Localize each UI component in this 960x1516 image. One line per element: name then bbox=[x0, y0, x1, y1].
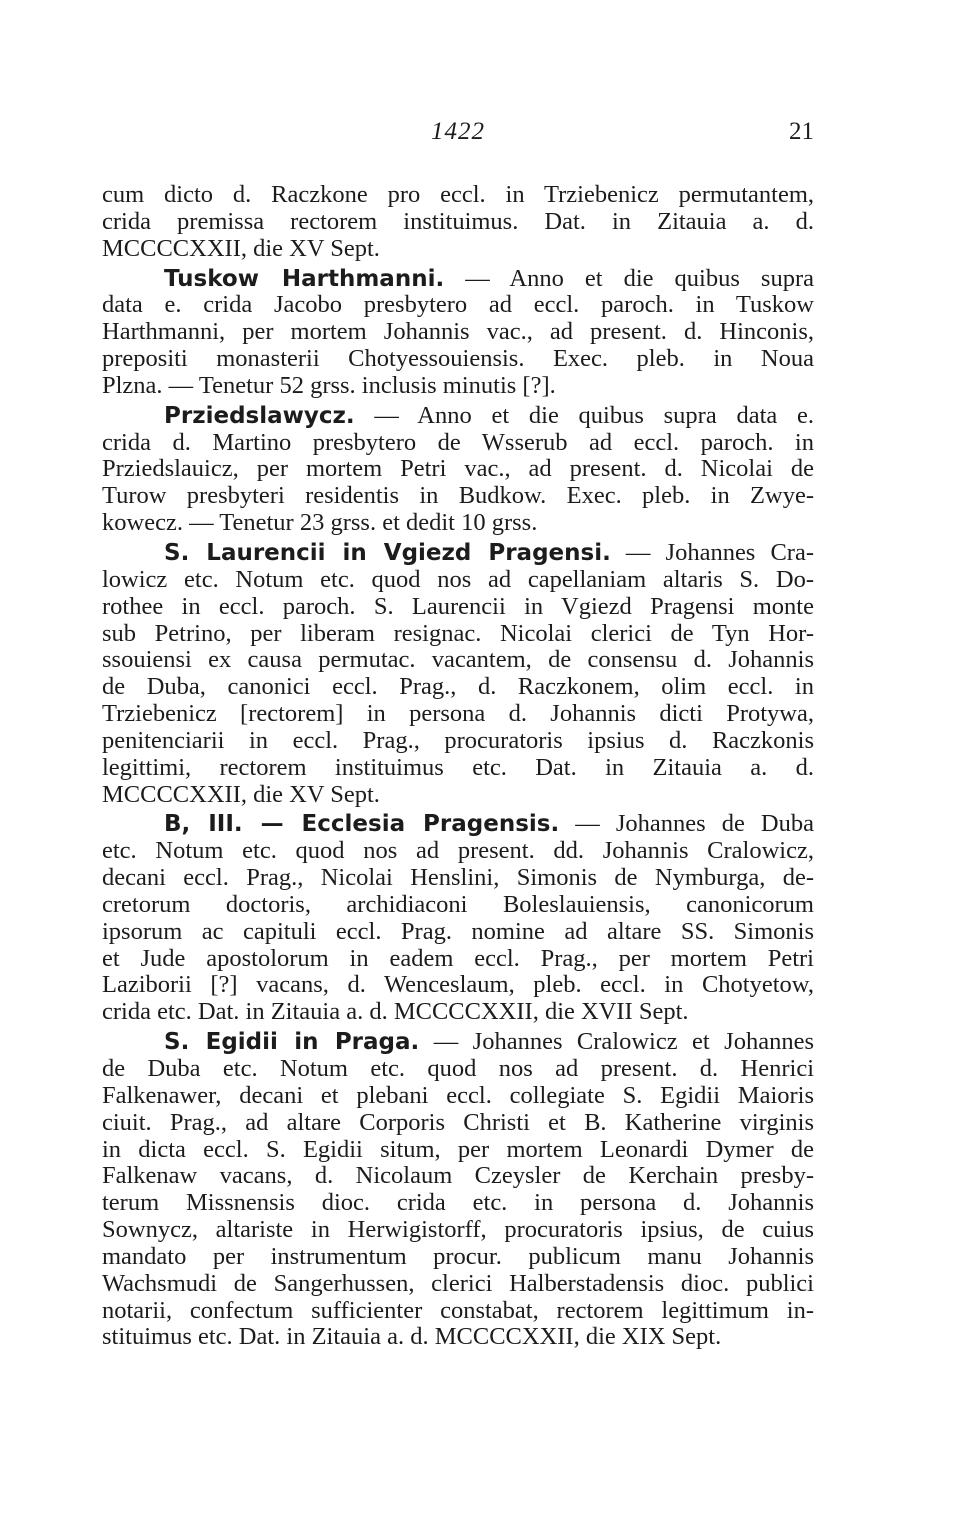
line-text: etc. Notum etc. quod nos ad present. dd. Johannis Cralowicz, bbox=[102, 837, 814, 865]
text-line bbox=[102, 1298, 814, 1325]
entry-heading: Tuskow Harthmanni. bbox=[164, 265, 445, 292]
entry-heading: S. Laurencii in Vgiezd Pragensi. bbox=[164, 539, 611, 566]
text-line bbox=[102, 782, 814, 809]
text-line bbox=[102, 594, 814, 621]
entry-heading: B, III. — Ecclesia Pragensis. bbox=[164, 811, 560, 838]
text-line bbox=[102, 1110, 814, 1137]
text-line bbox=[102, 1056, 814, 1083]
text-line bbox=[102, 1163, 814, 1190]
line-text: in dicta eccl. S. Egidii situm, per mortem Leonardi Dymer de bbox=[102, 1135, 814, 1163]
text-line bbox=[102, 483, 814, 510]
entry-paragraph bbox=[102, 266, 814, 400]
entry-heading: Prziedslawycz. bbox=[164, 402, 355, 429]
line-text: legittimi, rectorem instituimus etc. Dat. in Zitauia a. d. bbox=[102, 753, 814, 781]
line-text: Falkenaw vacans, d. Nicolaum Czeysler de Kerchain presby- bbox=[102, 1162, 814, 1190]
entry-paragraph bbox=[102, 182, 814, 263]
text-line bbox=[102, 430, 814, 457]
line-text: crida etc. Dat. in Zitauia a. d. MCCCCXXII, die XVII Sept. bbox=[102, 998, 689, 1026]
line-text: MCCCCXXII, die XV Sept. bbox=[102, 234, 380, 262]
entry-heading: S. Egidii in Praga. bbox=[164, 1029, 420, 1056]
text-line bbox=[102, 1244, 814, 1271]
line-text: ipsorum ac capituli eccl. Prag. nomine ad altare SS. Simonis bbox=[102, 917, 814, 945]
line-text: Prziedslauicz, per mortem Petri vac., ad present. d. Nicolai de bbox=[102, 455, 814, 483]
line-text: ciuit. Prag., ad altare Corporis Christi et B. Katherine virginis bbox=[102, 1108, 814, 1136]
text-line bbox=[102, 701, 814, 728]
line-text: Laziborii [?] vacans, d. Wenceslaum, pleb. eccl. in Chotyetow, bbox=[102, 971, 814, 999]
line-text: rothee in eccl. paroch. S. Laurencii in Vgiezd Pragensi monte bbox=[102, 592, 814, 620]
text-line bbox=[102, 373, 814, 400]
line-text: crida premissa rectorem instituimus. Dat. in Zitauia a. d. bbox=[102, 207, 814, 235]
line-text: — Johannes de Duba bbox=[559, 810, 814, 838]
text-line bbox=[102, 292, 814, 319]
text-line bbox=[102, 674, 814, 701]
text-line bbox=[102, 647, 814, 674]
text-line bbox=[102, 209, 814, 236]
text-line bbox=[102, 1324, 814, 1351]
text-line bbox=[102, 319, 814, 346]
line-text: Trziebenicz [rectorem] in persona d. Johannis dicti Protywa, bbox=[102, 700, 814, 728]
text-line bbox=[102, 919, 814, 946]
line-text: Sownycz, altariste in Herwigistorff, procuratoris ipsius, de cuius bbox=[102, 1216, 814, 1244]
line-text: — Anno et die quibus supra data e. bbox=[354, 401, 814, 429]
text-line bbox=[102, 1190, 814, 1217]
line-text: crida d. Martino presbytero de Wsserub ad eccl. paroch. in bbox=[102, 428, 814, 456]
running-head-year: 1422 bbox=[431, 118, 485, 145]
line-text: Plzna. — Tenetur 52 grss. inclusis minutis [?]. bbox=[102, 371, 556, 399]
text-line bbox=[102, 567, 814, 594]
page-number: 21 bbox=[789, 118, 814, 145]
text-line bbox=[102, 728, 814, 755]
line-text: de Duba, canonici eccl. Prag., d. Raczkonem, olim eccl. in bbox=[102, 673, 814, 701]
line-text: notarii, confectum sufficienter constabat, rectorem legittimum in- bbox=[102, 1296, 814, 1324]
line-text: cretorum doctoris, archidiaconi Boleslauiensis, canonicorum bbox=[102, 890, 814, 918]
text-line bbox=[102, 621, 814, 648]
text-line bbox=[102, 946, 814, 973]
entry-paragraph bbox=[102, 540, 814, 808]
text-line bbox=[102, 838, 814, 865]
line-text: — Anno et die quibus supra bbox=[444, 264, 814, 292]
line-text: Falkenawer, decani et plebani eccl. collegiate S. Egidii Maioris bbox=[102, 1081, 814, 1109]
text-line bbox=[102, 1137, 814, 1164]
line-text: — Johannes Cralowicz et Johannes bbox=[419, 1028, 814, 1056]
text-line bbox=[102, 1217, 814, 1244]
text-line bbox=[102, 892, 814, 919]
line-text: et Jude apostolorum in eadem eccl. Prag., per mortem Petri bbox=[102, 944, 814, 972]
line-text: Wachsmudi de Sangerhussen, clerici Halberstadensis dioc. publici bbox=[102, 1269, 814, 1297]
text-line bbox=[102, 346, 814, 373]
text-line bbox=[102, 999, 814, 1026]
line-text: data e. crida Jacobo presbytero ad eccl. paroch. in Tuskow bbox=[102, 291, 814, 319]
text-line bbox=[102, 755, 814, 782]
text-line bbox=[102, 1083, 814, 1110]
text-line bbox=[102, 1029, 814, 1056]
line-text: Turow presbyteri residentis in Budkow. Exec. pleb. in Zwye- bbox=[102, 482, 814, 510]
line-text: Harthmanni, per mortem Johannis vac., ad present. d. Hinconis, bbox=[102, 318, 814, 346]
text-line bbox=[102, 510, 814, 537]
page-header bbox=[102, 118, 814, 150]
line-text: prepositi monasterii Chotyessouiensis. Exec. pleb. in Noua bbox=[102, 345, 814, 373]
line-text: de Duba etc. Notum etc. quod nos ad present. d. Henrici bbox=[102, 1055, 814, 1082]
text-line bbox=[102, 1271, 814, 1298]
text-line bbox=[102, 456, 814, 483]
line-text: mandato per instrumentum procur. publicum manu Johannis bbox=[102, 1242, 814, 1270]
text-line bbox=[102, 403, 814, 430]
text-line bbox=[102, 811, 814, 838]
text-line bbox=[102, 865, 814, 892]
line-text: sub Petrino, per liberam resignac. Nicolai clerici de Tyn Hor- bbox=[102, 619, 814, 647]
line-text: stituimus etc. Dat. in Zitauia a. d. MCCCCXXII, die XIX Sept. bbox=[102, 1323, 722, 1351]
line-text: — Johannes Cra- bbox=[610, 538, 814, 566]
text-line bbox=[102, 540, 814, 567]
line-text: ssouiensi ex causa permutac. vacantem, de consensu d. Johannis bbox=[102, 646, 814, 674]
entry-paragraph bbox=[102, 1029, 814, 1351]
text-line bbox=[102, 182, 814, 209]
text-line bbox=[102, 266, 814, 293]
text-line bbox=[102, 236, 814, 263]
entry-paragraph bbox=[102, 811, 814, 1026]
line-text: penitenciarii in eccl. Prag., procuratoris ipsius d. Raczkonis bbox=[102, 726, 814, 754]
line-text: lowicz etc. Notum etc. quod nos ad capellaniam altaris S. Do- bbox=[102, 565, 814, 593]
body-text bbox=[102, 182, 814, 1351]
line-text: MCCCCXXII, die XV Sept. bbox=[102, 780, 380, 808]
line-text: kowecz. — Tenetur 23 grss. et dedit 10 grss. bbox=[102, 509, 538, 537]
entry-paragraph bbox=[102, 403, 814, 537]
line-text: decani eccl. Prag., Nicolai Henslini, Simonis de Nymburga, de- bbox=[102, 864, 814, 892]
line-text: cum dicto d. Raczkone pro eccl. in Trziebenicz permutantem, bbox=[102, 181, 814, 208]
line-text: terum Missnensis dioc. crida etc. in persona d. Johannis bbox=[102, 1189, 814, 1217]
text-line bbox=[102, 972, 814, 999]
